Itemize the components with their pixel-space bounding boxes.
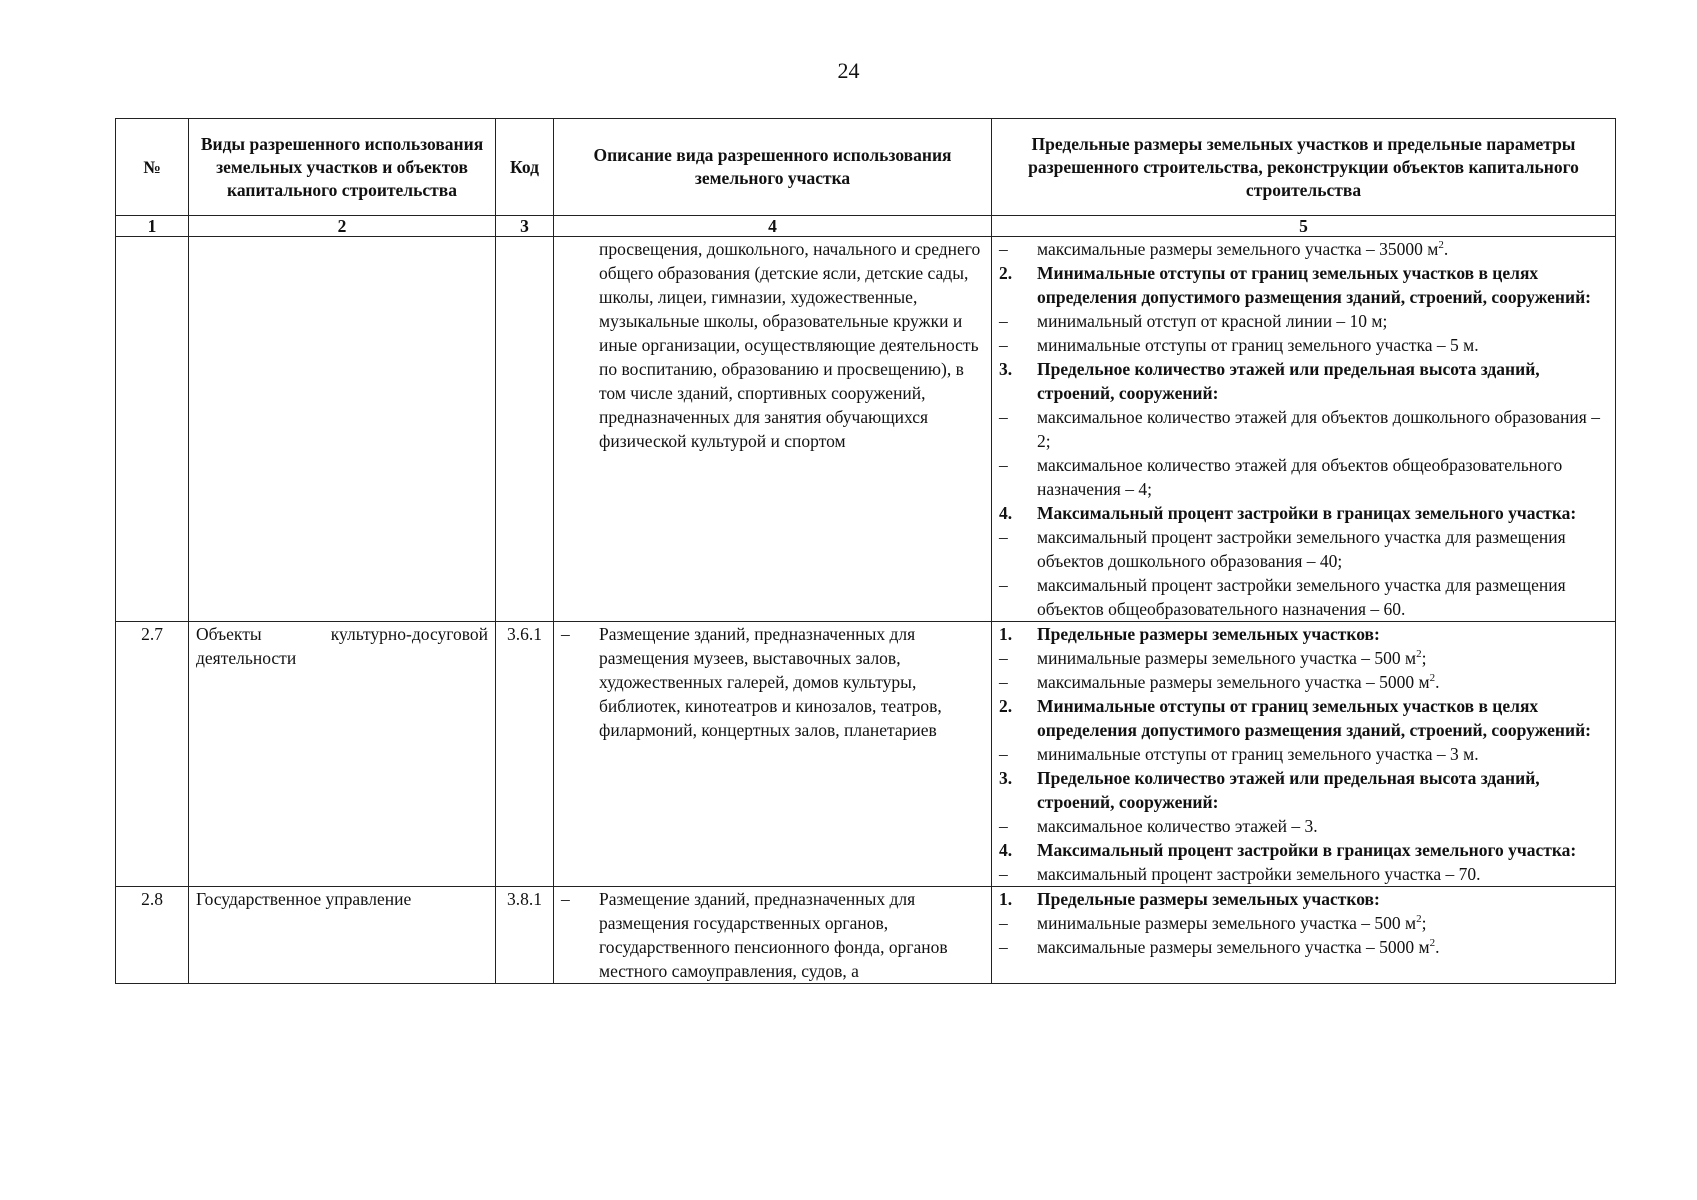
- description-dash: –: [561, 624, 570, 644]
- parameter-text: минимальные размеры земельного участка – 500 м: [1037, 913, 1417, 933]
- parameter-text: минимальные размеры земельного участка – 500 м: [1037, 648, 1417, 668]
- parameter-number: 1.: [999, 889, 1013, 909]
- parameters-cell: [992, 237, 1616, 622]
- parameter-punctuation: ;: [1421, 913, 1427, 933]
- parameter-item: [999, 453, 1608, 501]
- parameter-item: [999, 814, 1608, 838]
- parameter-dash: –: [999, 407, 1008, 427]
- parameter-heading: [999, 357, 1608, 405]
- parameter-text: максимальные размеры земельного участка – 5000 м: [1037, 672, 1430, 692]
- parameter-text: Максимальный процент застройки в границах земельного участка:: [1037, 503, 1577, 523]
- parameter-number: 3.: [999, 768, 1013, 788]
- parameter-text: максимальные размеры земельного участка – 5000 м: [1037, 937, 1430, 957]
- parameter-punctuation: ;: [1421, 648, 1427, 668]
- parameter-item: [999, 862, 1608, 886]
- column-numbers-row: [116, 216, 1616, 237]
- parameter-text: максимальный процент застройки земельного участка – 70.: [1037, 864, 1481, 884]
- parameter-text: минимальные отступы от границ земельного участка – 5 м.: [1037, 335, 1479, 355]
- parameter-text: максимальное количество этажей – 3.: [1037, 816, 1318, 836]
- use-type-description: [554, 887, 992, 984]
- parameter-item: [999, 405, 1608, 453]
- parameter-item: [999, 333, 1608, 357]
- description-dash: –: [561, 889, 570, 909]
- parameter-text: Предельное количество этажей или предельная высота зданий, строений, сооружений:: [1037, 359, 1540, 403]
- use-type-name: Объекты культурно-досуговой деятельности: [189, 622, 496, 887]
- parameter-text: Предельное количество этажей или предельная высота зданий, строений, сооружений:: [1037, 768, 1540, 812]
- parameter-heading: [999, 261, 1608, 309]
- header-parameters: Предельные размеры земельных участков и предельные параметры разрешенного строительства, реконструкции объектов капитального строительства: [992, 119, 1616, 216]
- parameter-text: максимальный процент застройки земельного участка для размещения объектов дошкольного образования – 40;: [1037, 527, 1566, 571]
- unit-superscript: 2: [1416, 913, 1422, 926]
- header-row: [116, 119, 1616, 216]
- parameter-text: Максимальный процент застройки в границах земельного участка:: [1037, 840, 1577, 860]
- parameter-number: 4.: [999, 503, 1013, 523]
- description-text: Размещение зданий, предназначенных для размещения государственных органов, государственного пенсионного фонда, органов местного самоуправления, судов, а: [599, 889, 948, 981]
- parameter-number: 2.: [999, 696, 1013, 716]
- parameter-number: 3.: [999, 359, 1013, 379]
- parameter-dash: –: [999, 527, 1008, 547]
- parameter-heading: [999, 887, 1608, 911]
- row-number: 2.7: [116, 622, 189, 887]
- parameter-dash: –: [999, 913, 1008, 933]
- parameters-cell: [992, 622, 1616, 887]
- parameter-dash: –: [999, 937, 1008, 957]
- parameter-text: максимальные размеры земельного участка – 35000 м: [1037, 239, 1439, 259]
- parameter-dash: –: [999, 335, 1008, 355]
- page-number: 24: [837, 58, 860, 83]
- parameter-text: минимальные отступы от границ земельного участка – 3 м.: [1037, 744, 1479, 764]
- parameter-text: максимальный процент застройки земельного участка для размещения объектов общеобразовательного назначения – 60.: [1037, 575, 1566, 619]
- parameter-punctuation: .: [1443, 239, 1449, 259]
- unit-superscript: 2: [1416, 648, 1422, 661]
- parameter-number: 2.: [999, 263, 1013, 283]
- parameter-dash: –: [999, 311, 1008, 331]
- parameter-dash: –: [999, 239, 1008, 259]
- parameter-dash: –: [999, 864, 1008, 884]
- parameter-item: [999, 309, 1608, 333]
- parameter-text: максимальное количество этажей для объектов общеобразовательного назначения – 4;: [1037, 455, 1563, 499]
- use-type-name: Государственное управление: [189, 887, 496, 984]
- parameter-item: [999, 911, 1608, 935]
- description-text: Размещение зданий, предназначенных для размещения музеев, выставочных залов, художественных галерей, домов культуры, библиотек, кинотеатров и кинозалов, театров, филармоний, концертных залов, планетариев: [599, 624, 942, 740]
- parameter-item: [999, 525, 1608, 573]
- parameter-punctuation: .: [1435, 937, 1440, 957]
- header-use-type: Виды разрешенного использования земельных участков и объектов капитального строительства: [189, 119, 496, 216]
- column-number: 3: [496, 216, 554, 237]
- table-row: [116, 887, 1616, 984]
- parameter-number: 4.: [999, 840, 1013, 860]
- parameter-heading: [999, 694, 1608, 742]
- use-type-description: [554, 237, 992, 622]
- row-number: [116, 237, 189, 622]
- unit-superscript: 2: [1429, 937, 1436, 950]
- parameter-item: [999, 237, 1608, 261]
- parameter-heading: [999, 622, 1608, 646]
- use-type-code: 3.6.1: [496, 622, 554, 887]
- column-number: 4: [554, 216, 992, 237]
- parameter-dash: –: [999, 455, 1008, 475]
- parameter-item: [999, 742, 1608, 766]
- parameter-text: Минимальные отступы от границ земельных участков в целях определения допустимого размещения зданий, строений, сооружений:: [1037, 263, 1591, 307]
- use-type-code: [496, 237, 554, 622]
- use-type-code: 3.8.1: [496, 887, 554, 984]
- header-description: Описание вида разрешенного использования земельного участка: [554, 119, 992, 216]
- parameter-text: максимальное количество этажей для объектов дошкольного образования – 2;: [1037, 407, 1600, 451]
- parameter-text: Минимальные отступы от границ земельных участков в целях определения допустимого размещения зданий, строений, сооружений:: [1037, 696, 1591, 740]
- use-type-description: [554, 622, 992, 887]
- column-number: 5: [992, 216, 1616, 237]
- header-num: №: [116, 119, 189, 216]
- parameters-cell: [992, 887, 1616, 984]
- land-use-table: [115, 118, 1616, 984]
- unit-superscript: 2: [1429, 672, 1436, 685]
- parameter-text: Предельные размеры земельных участков:: [1037, 624, 1380, 644]
- parameter-dash: –: [999, 672, 1008, 692]
- parameter-punctuation: .: [1435, 672, 1440, 692]
- parameter-heading: [999, 766, 1608, 814]
- table-row: [116, 237, 1616, 622]
- parameter-item: [999, 935, 1608, 959]
- parameter-dash: –: [999, 816, 1008, 836]
- row-number: 2.8: [116, 887, 189, 984]
- parameter-text: Предельные размеры земельных участков:: [1037, 889, 1380, 909]
- parameter-text: минимальный отступ от красной линии – 10 м;: [1037, 311, 1388, 331]
- unit-superscript: 2: [1438, 239, 1444, 252]
- parameter-number: 1.: [999, 624, 1013, 644]
- table-row: [116, 622, 1616, 887]
- description-text: просвещения, дошкольного, начального и среднего общего образования (детские ясли, детские сады, школы, лицеи, гимназии, художественные, музыкальные школы, образовательные кружки и иные организации, осуществляющие деятельность по воспитанию, образованию и просвещению), в том числе зданий, спортивных сооружений, предназначенных для занятия обучающихся физической культурой и спортом: [599, 239, 981, 451]
- header-code: Код: [496, 119, 554, 216]
- table-body: [116, 237, 1616, 984]
- parameter-item: [999, 670, 1608, 694]
- parameter-dash: –: [999, 648, 1008, 668]
- parameter-item: [999, 573, 1608, 621]
- parameter-heading: [999, 501, 1608, 525]
- parameter-item: [999, 646, 1608, 670]
- column-number: 1: [116, 216, 189, 237]
- parameter-dash: –: [999, 744, 1008, 764]
- parameter-heading: [999, 838, 1608, 862]
- parameter-dash: –: [999, 575, 1008, 595]
- description-dash: [561, 237, 599, 453]
- use-type-name: [189, 237, 496, 622]
- column-number: 2: [189, 216, 496, 237]
